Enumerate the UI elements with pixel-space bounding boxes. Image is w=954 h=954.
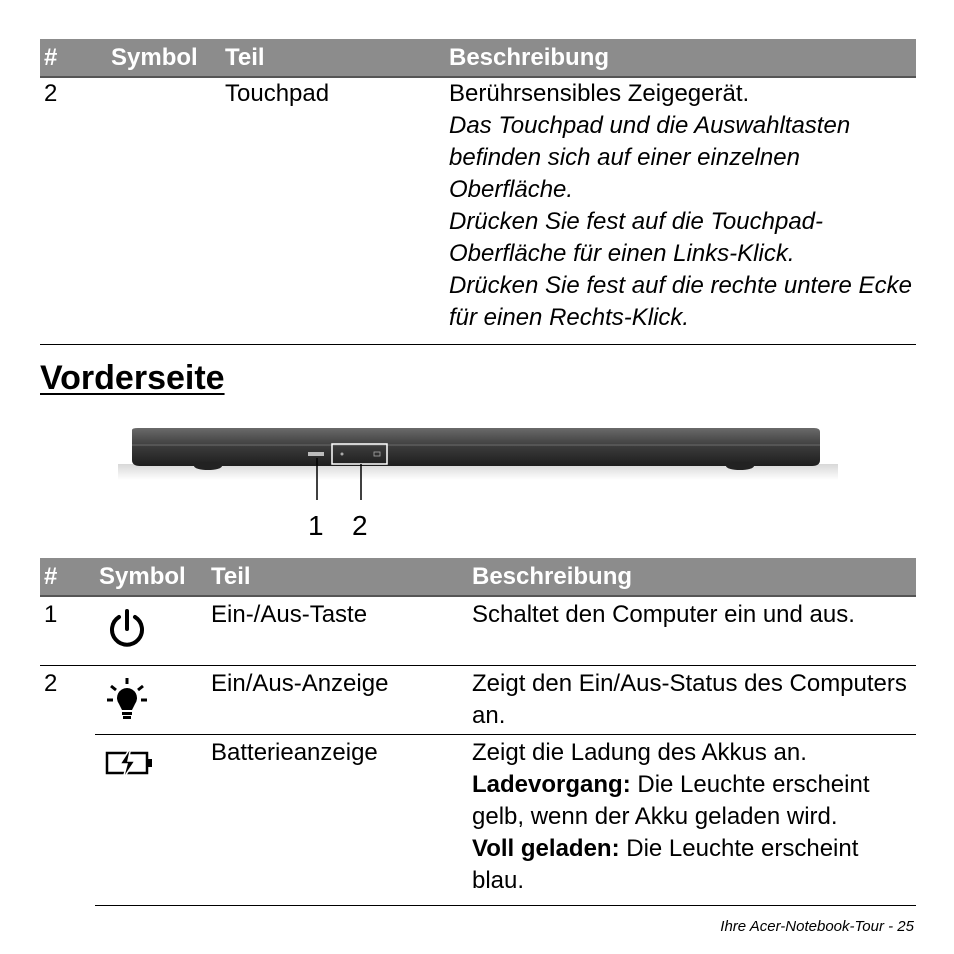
desc-italic-2: Drücken Sie fest auf die Touchpad-Oberfläche für einen Links-Klick.	[449, 208, 824, 267]
row-symbol	[95, 666, 207, 735]
header-part: Teil	[221, 39, 445, 77]
row-number: 1	[40, 596, 95, 666]
section-heading: Vorderseite	[40, 359, 225, 397]
row-part: Touchpad	[221, 77, 445, 345]
desc-plain: Berührsensibles Zeigegerät.	[449, 80, 750, 107]
desc-italic-1: Das Touchpad und die Auswahltasten befinden sich auf einer einzelnen Oberfläche.	[449, 112, 851, 203]
row-part: Ein-/Aus-Taste	[207, 596, 468, 666]
row-part: Ein/Aus-Anzeige	[207, 666, 468, 735]
row-part: Batterieanzeige	[207, 735, 468, 906]
header-number: #	[40, 39, 107, 77]
page-footer: Ihre Acer-Notebook-Tour - 25	[720, 918, 914, 935]
row-description: Zeigt den Ein/Aus-Status des Computers an.	[468, 666, 916, 735]
battery-charging-icon	[105, 745, 155, 781]
callout-2: 2	[352, 510, 368, 541]
charging-note	[472, 769, 912, 833]
table-row	[40, 666, 916, 735]
laptop-front-illustration	[118, 420, 838, 500]
row-symbol	[107, 77, 221, 345]
header-number: #	[40, 558, 95, 596]
row-description	[468, 735, 916, 906]
callout-1: 1	[308, 510, 324, 541]
table-header	[40, 39, 916, 77]
full-text: Die Leuchte erscheint blau.	[472, 835, 859, 894]
row-description: Schaltet den Computer ein und aus.	[468, 596, 916, 666]
table-header	[40, 558, 916, 596]
row-number: 2	[44, 670, 58, 697]
header-symbol: Symbol	[95, 558, 207, 596]
power-indicator-icon	[105, 676, 149, 722]
table-row	[40, 735, 916, 906]
row-number: 2	[40, 77, 107, 345]
header-description: Beschreibung	[468, 558, 916, 596]
table-row	[40, 77, 916, 345]
battery-desc: Zeigt die Ladung des Akkus an.	[472, 739, 807, 766]
header-part: Teil	[207, 558, 468, 596]
header-description: Beschreibung	[445, 39, 916, 77]
table-row	[40, 596, 916, 666]
full-note	[472, 833, 912, 897]
charging-label: Ladevorgang:	[472, 771, 631, 798]
row-symbol	[95, 735, 207, 906]
row-description	[445, 77, 916, 345]
row-symbol	[95, 596, 207, 666]
touchpad-table	[40, 39, 916, 345]
desc-italic-3: Drücken Sie fest auf die rechte untere Ecke für einen Rechts-Klick.	[449, 272, 912, 331]
front-side-table	[40, 558, 916, 906]
header-symbol: Symbol	[107, 39, 221, 77]
charging-text: Die Leuchte erscheint gelb, wenn der Akku geladen wird.	[472, 771, 870, 830]
power-icon	[105, 607, 149, 651]
full-label: Voll geladen:	[472, 835, 620, 862]
